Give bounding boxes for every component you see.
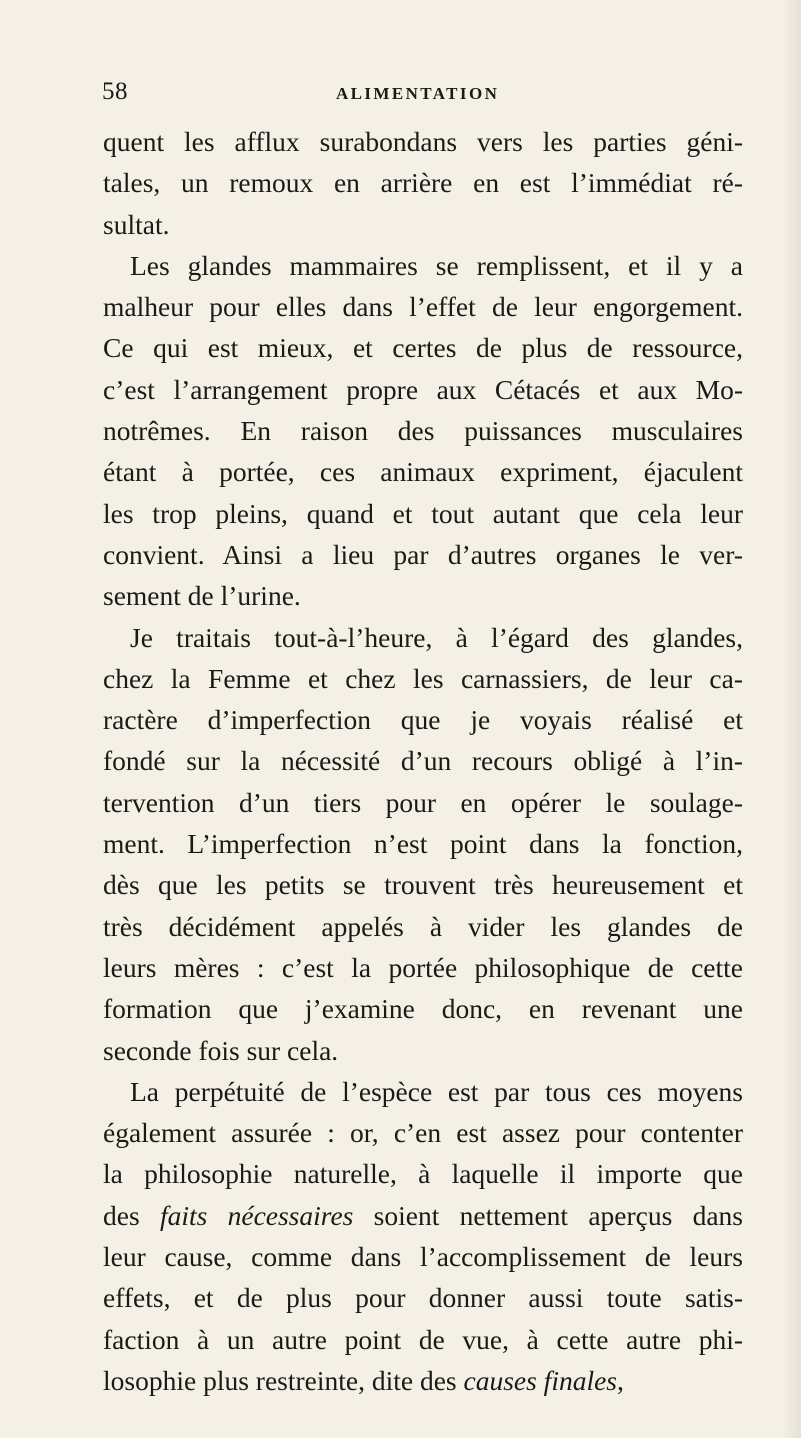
text-line: Les glandes mammaires se remplissent, et il y a <box>130 249 743 281</box>
text-line: Je traitais tout-à-l’heure, à l’égard des glandes, <box>130 621 743 653</box>
text-line: seconde fois sur cela. <box>103 1034 339 1066</box>
body-text <box>103 121 743 1401</box>
page-number: 58 <box>102 78 128 105</box>
text-line: malheur pour elles dans l’effet de leur engorgement. <box>103 291 743 323</box>
text-line: c’est l’arrangement propre aux Cétacés et aux Mo- <box>103 373 743 405</box>
text-line <box>103 1195 743 1236</box>
text-line: fondé sur la nécessité d’un recours obligé à l’in- <box>103 745 743 777</box>
text-line <box>103 1360 743 1401</box>
text-line: faction à un autre point de vue, à cette autre phi- <box>103 1323 743 1355</box>
text-line: très décidément appelés à vider les glandes de <box>103 910 743 942</box>
text-line: ment. L’imperfection n’est point dans la fonction, <box>103 828 743 860</box>
text-line: sultat. <box>103 208 170 240</box>
text-line: chez la Femme et chez les carnassiers, de leur ca- <box>103 662 743 694</box>
text-run: , <box>617 1364 624 1396</box>
text-line: formation que j’examine donc, en revenant une <box>103 993 743 1025</box>
text-line: convient. Ainsi a lieu par d’autres organes le ver- <box>103 538 743 570</box>
text-line: la philosophie naturelle, à laquelle il importe que <box>103 1158 743 1190</box>
text-line: dès que les petits se trouvent très heureusement et <box>103 869 743 901</box>
text-line: tales, un remoux en arrière en est l’immédiat ré- <box>103 167 743 199</box>
text-run: des <box>103 1199 160 1231</box>
text-line: leurs mères : c’est la portée philosophique de cette <box>103 951 743 983</box>
text-line: les trop pleins, quand et tout autant que cela leur <box>103 497 743 529</box>
text-line: Ce qui est mieux, et certes de plus de ressource, <box>103 332 743 364</box>
running-title: ALIMENTATION <box>336 84 500 103</box>
italic-term: causes finales <box>463 1364 618 1396</box>
text-line: étant à portée, ces animaux expriment, éjaculent <box>103 456 743 488</box>
text-line: notrêmes. En raison des puissances musculaires <box>103 415 743 447</box>
italic-term: faits nécessaires <box>159 1199 354 1231</box>
text-line: leur cause, comme dans l’accomplissement de leurs <box>103 1241 743 1273</box>
text-line: tervention d’un tiers pour en opérer le soulage- <box>103 786 743 818</box>
text-line: sement de l’urine. <box>103 580 301 612</box>
text-line: effets, et de plus pour donner aussi toute satis- <box>103 1282 743 1314</box>
text-line: également assurée : or, c’en est assez pour contenter <box>103 1117 743 1149</box>
text-line: quent les afflux surabondans vers les parties géni- <box>103 126 743 157</box>
text-line: ractère d’imperfection que je voyais réalisé et <box>103 704 743 736</box>
text-run: losophie plus restreinte, dite des <box>103 1364 464 1396</box>
page-edge-shadow <box>783 0 801 1438</box>
text-run: soient nettement aperçus dans <box>353 1199 743 1231</box>
text-line: La perpétuité de l’espèce est par tous ces moyens <box>130 1075 743 1107</box>
page-header <box>0 78 801 118</box>
